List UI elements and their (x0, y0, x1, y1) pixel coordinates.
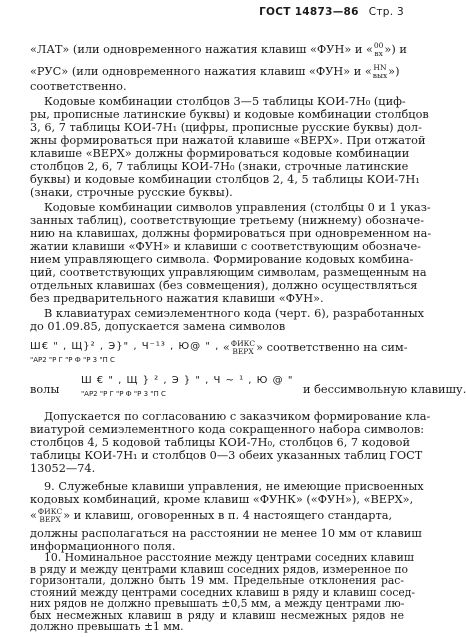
text-line: 9. Служебные клавиши управления, не имеющие присвоенных (44, 480, 424, 493)
text-line: таблицы КОИ-7Н₁ и столбцов 0—3 обеих указанных таблиц ГОСТ (30, 449, 423, 462)
stacked-symbol: 00 вх (373, 41, 384, 58)
text-line: Кодовые комбинации символов управления (столбцы 0 и 1 указ- (44, 201, 431, 214)
text-line: кодовых комбинаций, кроме клавиш «ФУНК» («ФУН»), «ВЕРХ», (30, 493, 414, 506)
text-line: «ЛАТ» (или одновременного нажатия клавиш «ФУН» и «00 вх ») и (30, 41, 407, 58)
text-line: бых несмежных клавиш в ряду и клавиш несмежных рядов не (30, 608, 404, 622)
text-line: жны формироваться при нажатой клавише «ВЕРХ». При отжатой (30, 134, 426, 147)
stacked-symbol: ФИКС ВЕРХ (230, 339, 256, 356)
text-line: В клавиатурах семиэлементного кода (черт. 6), разработанных (44, 307, 424, 320)
text-line: жатии клавиши «ФУН» и клавиши с соответствующим обозначе- (30, 240, 421, 253)
text-line: должны располагаться на расстоянии не менее 10 мм от клавиш (30, 527, 422, 540)
symbol-row: Ш€ " , Щ}² , Э}" , Ч⁻¹³ , Ю@ " , "АР2 "Р Г "Р Ф "Р 3 "П С «ФИКС ВЕРХ » соответственно на сим- (30, 339, 408, 364)
text-line: ры, прописные латинские буквы) и кодовые комбинации столбцов (30, 108, 429, 121)
text-line: занных таблиц), соответствующие третьему (нижнему) обозначе- (30, 214, 425, 227)
standard-number: ГОСТ 14873—86 (259, 6, 359, 18)
text-line: до 01.09.85, допускается замена символов (30, 320, 286, 333)
text-line: ций, соответствующих управляющим символам, размещенным на (30, 266, 427, 279)
text-line: горизонтали, должно быть 19 мм. Предельные отклонения рас- (30, 574, 404, 587)
text-line: нием управляющего символа. Формирование кодовых комбина- (30, 253, 414, 266)
keyboard-symbols: Ш € " , Щ } ² , Э } " , Ч ~ ¹ , Ю @ " (80, 375, 294, 386)
text-line: информационного поля. (30, 540, 176, 553)
text-line: буквы) и кодовые комбинации столбцов 2, 4, 5 таблицы КОИ-7Н₁ (30, 173, 420, 186)
text-line: столбцов 4, 5 кодовой таблицы КОИ-7Н₀, столбцов 6, 7 кодовой (30, 436, 411, 449)
text-line: 3, 6, 7 таблицы КОИ-7Н₁ (цифры, прописные русские буквы) дол- (30, 121, 422, 134)
text-line: «РУС» (или одновременного нажатия клавиш «ФУН» и « HN вых») (30, 63, 400, 80)
text-line: клавише «ВЕРХ» должны формироваться кодовые комбинации (30, 147, 410, 160)
text-line: Кодовые комбинации столбцов 3—5 таблицы КОИ-7Н₀ (циф- (44, 95, 406, 108)
keyboard-symbol-subscripts: "АР2 "Р Г "Р Ф "Р 3 "П С (80, 390, 166, 398)
text-line: нию на клавишах, должны формироваться при одновременном на- (30, 227, 432, 240)
text-line: в ряду и между центрами клавиш соседних рядов, измеренное по (30, 562, 409, 576)
text-line: 13052—74. (30, 462, 96, 475)
symbol-row: волы Ш € " , Щ } ² , Э } " , Ч ~ ¹ , Ю @ " "АР2 "Р Г "Р Ф "Р 3 "П С и бессимвольную клавишу. (30, 375, 466, 398)
text-line: «ФИКС ВЕРХ » и клавиш, оговоренных в п. 4 настоящего стандарта, (30, 507, 393, 524)
text-line: виатурой семиэлементного кода сокращенного набора символов: (30, 423, 425, 436)
text-line: стояний между центрами соседних клавиш в ряду и клавиш сосед- (30, 585, 416, 599)
text-line: столбцов 2, 6, 7 таблицы КОИ-7Н₀ (знаки, строчные латинские (30, 160, 409, 173)
text-line: них рядов не должно превышать ±0,5 мм, а между центрами лю- (30, 597, 405, 610)
text-line: 10. Номинальное расстояние между центрами соседних клавиш (44, 551, 414, 564)
page-number: Стр. 3 (368, 6, 404, 18)
keyboard-symbol-subscripts: "АР2 "Р Г "Р Ф "Р 3 "П С (30, 356, 115, 364)
text-line: соответственно. (30, 80, 127, 93)
keyboard-symbols: Ш€ " , Щ}² , Э}" , Ч⁻¹³ , Ю@ " , (30, 341, 220, 352)
text-line: (знаки, строчные русские буквы). (30, 186, 233, 199)
page-header (259, 6, 404, 18)
text-line: Допускается по согласованию с заказчиком формирование кла- (44, 410, 431, 423)
stacked-symbol: ФИКС ВЕРХ (37, 507, 63, 524)
text-line: без предварительного нажатия клавиши «ФУН». (30, 292, 324, 305)
text-line: отдельных клавишах (без совмещения), должно осуществляться (30, 279, 418, 292)
text-line: должно превышать ±1 мм. (30, 620, 184, 633)
stacked-symbol: HN вых (372, 63, 388, 80)
